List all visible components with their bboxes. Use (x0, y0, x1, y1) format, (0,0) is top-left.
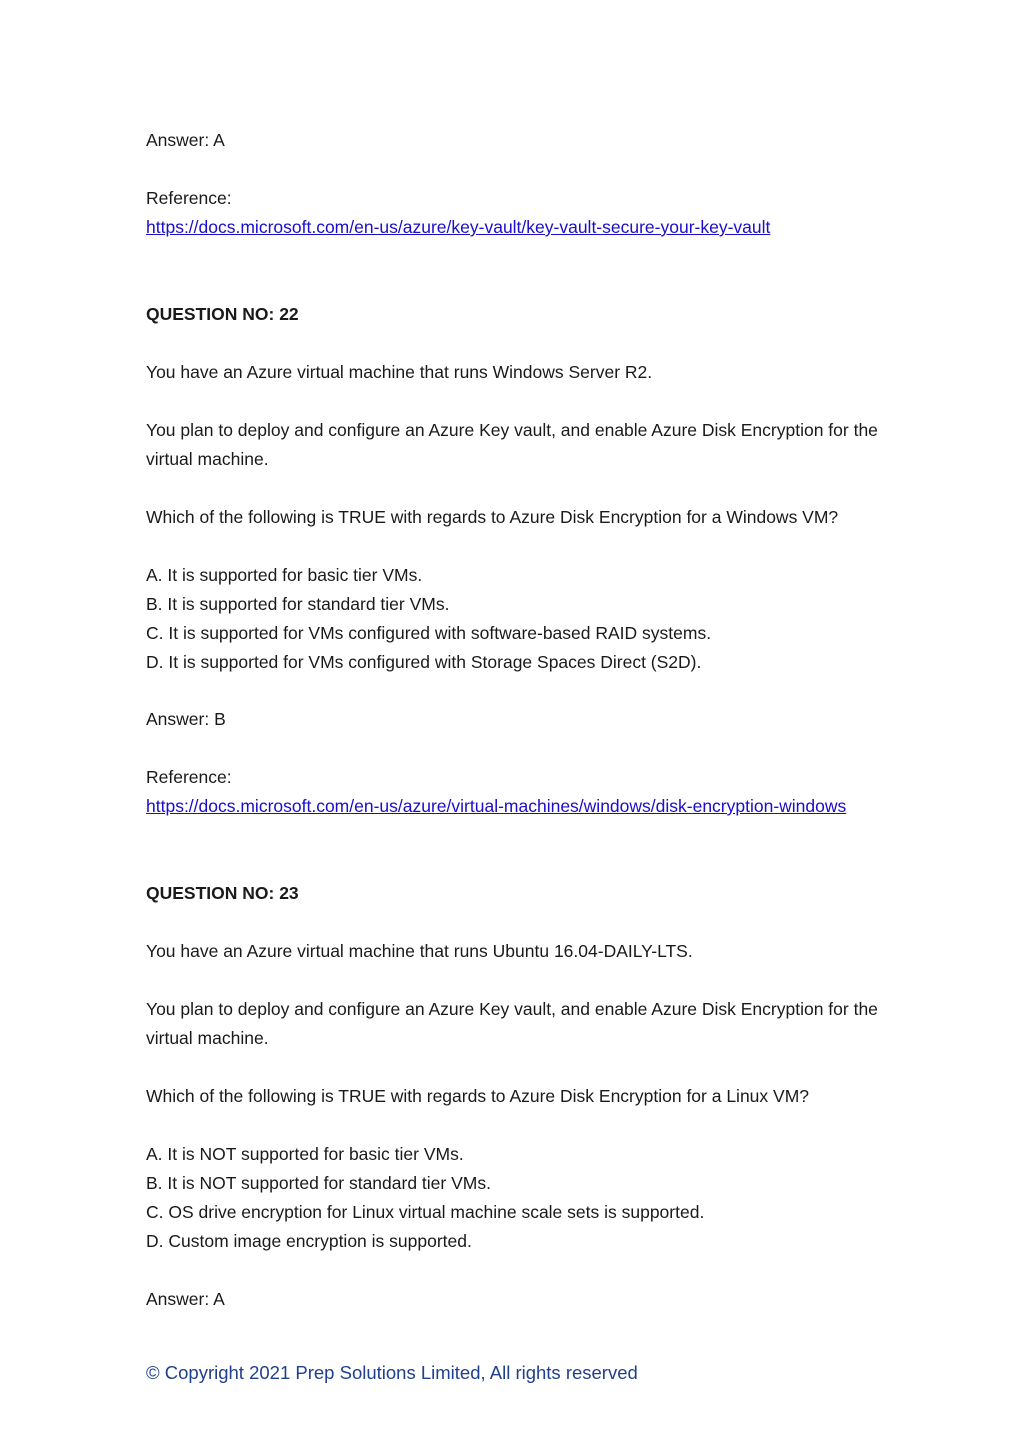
answer-option: D. Custom image encryption is supported. (146, 1231, 472, 1251)
answer-option: D. It is supported for VMs configured with Storage Spaces Direct (S2D). (146, 652, 702, 672)
answer-option: C. It is supported for VMs configured with software-based RAID systems. (146, 623, 712, 643)
reference-link[interactable]: https://docs.microsoft.com/en-us/azure/key-vault/key-vault-secure-your-key-vault (146, 217, 771, 237)
answer-option: C. OS drive encryption for Linux virtual machine scale sets is supported. (146, 1202, 705, 1222)
answer-option: A. It is supported for basic tier VMs. (146, 565, 423, 585)
question-stem: You have an Azure virtual machine that runs Windows Server R2. (146, 362, 653, 382)
reference-link[interactable]: https://docs.microsoft.com/en-us/azure/virtual-machines/windows/disk-encryption-windows (146, 796, 847, 816)
answer-option: B. It is NOT supported for standard tier VMs. (146, 1173, 491, 1193)
answer-option: A. It is NOT supported for basic tier VMs. (146, 1144, 464, 1164)
question-stem: You have an Azure virtual machine that runs Ubuntu 16.04-DAILY-LTS. (146, 941, 693, 961)
question-stem: You plan to deploy and configure an Azure Key vault, and enable Azure Disk Encryption for the (146, 999, 878, 1019)
reference-label: Reference: (146, 188, 232, 208)
question-heading: QUESTION NO: 22 (146, 304, 299, 324)
copyright-footer: © Copyright 2021 Prep Solutions Limited, All rights reserved (146, 1362, 638, 1383)
answer-text: Answer: B (146, 709, 226, 729)
question-stem: virtual machine. (146, 1028, 269, 1048)
question-stem: You plan to deploy and configure an Azure Key vault, and enable Azure Disk Encryption for the (146, 420, 878, 440)
question-prompt: Which of the following is TRUE with regards to Azure Disk Encryption for a Windows VM? (146, 507, 839, 527)
question-prompt: Which of the following is TRUE with regards to Azure Disk Encryption for a Linux VM? (146, 1086, 810, 1106)
answer-text: Answer: A (146, 130, 225, 150)
question-stem: virtual machine. (146, 449, 269, 469)
answer-option: B. It is supported for standard tier VMs. (146, 594, 450, 614)
question-heading: QUESTION NO: 23 (146, 883, 299, 903)
reference-label: Reference: (146, 767, 232, 787)
answer-text: Answer: A (146, 1289, 225, 1309)
